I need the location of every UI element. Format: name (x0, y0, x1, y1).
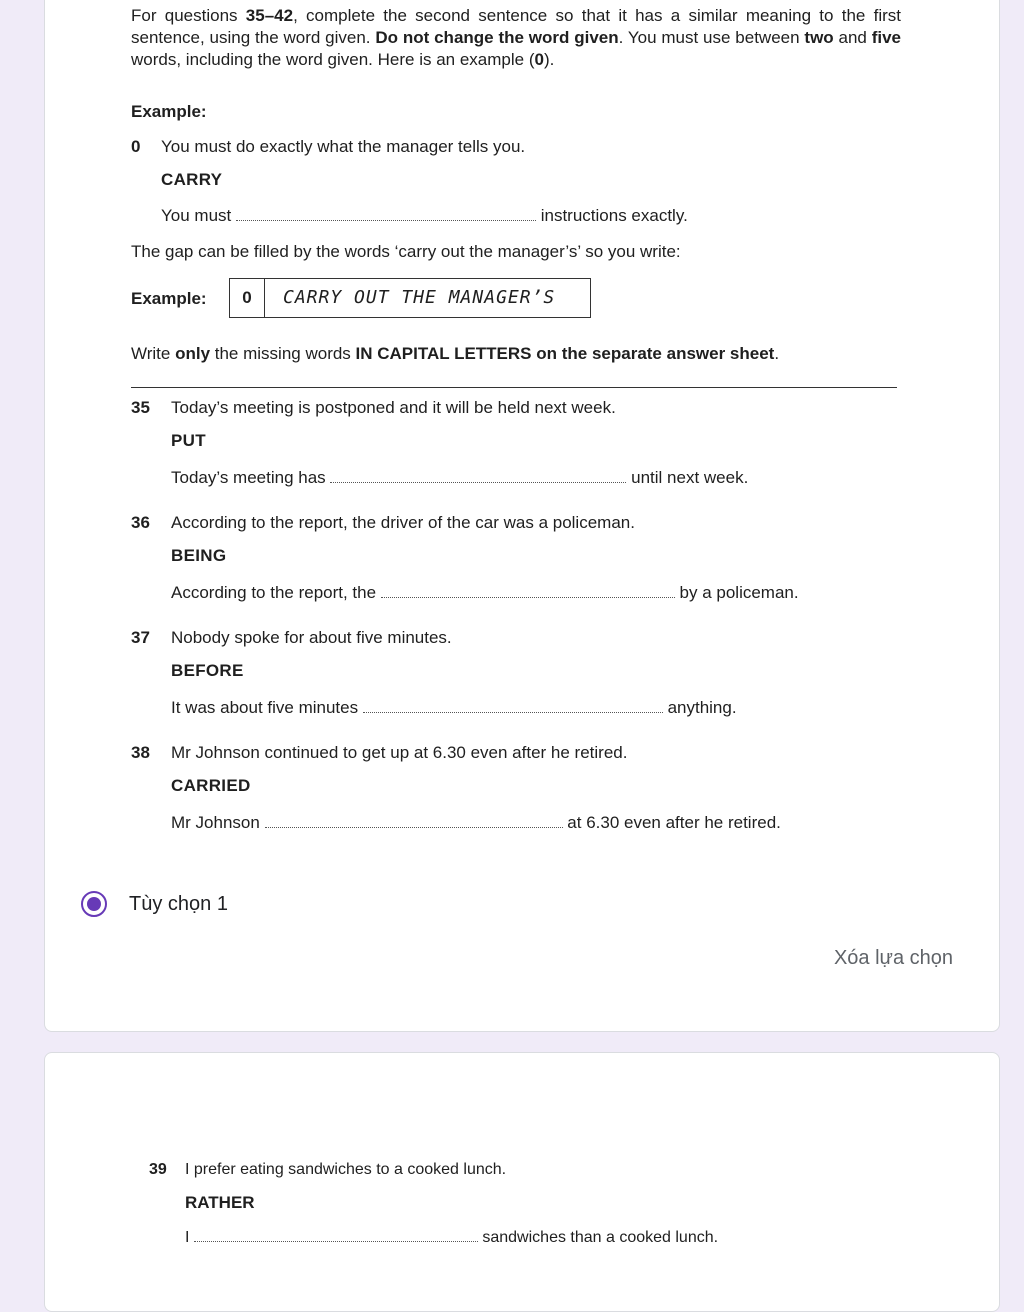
example-keyword: CARRY (161, 170, 223, 189)
example-box-label: Example: (131, 289, 207, 308)
option-row[interactable] (81, 891, 228, 917)
radio-button[interactable] (81, 891, 107, 917)
divider (131, 387, 897, 388)
example-box-number: 0 (230, 279, 265, 317)
question-gap-line (171, 582, 799, 604)
question-sentence: Today’s meeting is postponed and it will be held next week. (171, 398, 616, 417)
note-emphasis: IN CAPITAL LETTERS on the separate answer sheet (355, 344, 775, 363)
question-keyword: RATHER (185, 1193, 255, 1212)
example-sentence: You must do exactly what the manager tells you. (161, 137, 526, 156)
gap-after-text: sandwiches than a cooked lunch. (482, 1229, 719, 1246)
gap-after-text: instructions exactly. (540, 206, 688, 225)
note-text: the missing words (210, 344, 356, 363)
question-gap-line (171, 812, 781, 834)
question-keyword: CARRIED (171, 776, 251, 795)
note-text: Write (131, 344, 176, 363)
question-number: 38 (131, 743, 150, 762)
instructions-emphasis: 0 (534, 50, 544, 69)
instructions-text: and (833, 28, 872, 47)
question-card (44, 0, 1000, 1032)
gap-after-text: by a policeman. (679, 583, 799, 602)
gap-before-text: I (185, 1229, 190, 1246)
answer-gap (363, 698, 663, 713)
instructions-paragraph (131, 5, 901, 71)
gap-before-text: It was about five minutes (171, 698, 359, 717)
instructions-text: . You must use between (618, 28, 805, 47)
instructions-emphasis: two (804, 28, 834, 47)
answer-sheet-note (131, 343, 779, 365)
question-keyword: BEFORE (171, 661, 244, 680)
example-gap-line (161, 205, 688, 227)
answer-gap (381, 583, 675, 598)
question-gap-line (185, 1227, 718, 1247)
question-number: 37 (131, 628, 150, 647)
instructions-text: , complete the second sentence so that it has a similar meaning to the first sentence, using the word given. (131, 6, 901, 47)
gap-after-text: until next week. (631, 468, 749, 487)
instructions-text: words, including the word given. Here is an example ( (131, 50, 535, 69)
question-gap-line (171, 697, 737, 719)
answer-gap (194, 1227, 478, 1242)
answer-gap (330, 468, 626, 483)
gap-after-text: at 6.30 even after he retired. (567, 813, 781, 832)
radio-selected-dot (87, 897, 101, 911)
gap-before-text: Today’s meeting has (171, 468, 326, 487)
gap-before-text: According to the report, the (171, 583, 377, 602)
gap-before-text: You must (161, 206, 232, 225)
option-label[interactable]: Tùy chọn 1 (129, 892, 228, 915)
question-sentence: According to the report, the driver of the car was a policeman. (171, 513, 635, 532)
worksheet-image (131, 5, 902, 363)
instructions-text: ). (543, 50, 555, 69)
question-card (44, 1052, 1000, 1312)
answer-gap (236, 206, 536, 221)
example-heading: Example: (131, 102, 207, 121)
question-keyword: BEING (171, 546, 227, 565)
gap-after-text: anything. (667, 698, 737, 717)
instructions-emphasis: five (871, 28, 902, 47)
example-answer-box (229, 278, 591, 318)
note-text: . (774, 344, 780, 363)
question-keyword: PUT (171, 431, 206, 450)
question-gap-line (171, 467, 748, 489)
question-range: 35–42 (245, 6, 294, 25)
question-sentence: Nobody spoke for about five minutes. (171, 628, 452, 647)
question-number: 36 (131, 513, 150, 532)
question-number: 39 (149, 1161, 167, 1178)
instructions-emphasis: Do not change the word given (375, 28, 619, 47)
question-sentence: I prefer eating sandwiches to a cooked lunch. (185, 1161, 507, 1178)
note-emphasis: only (175, 344, 211, 363)
example-explanation: The gap can be filled by the words ‘carry out the manager’s’ so you write: (131, 242, 681, 261)
example-box-answer: CARRY OUT THE MANAGER’S (283, 287, 556, 308)
answer-gap (265, 813, 563, 828)
example-number: 0 (131, 137, 141, 156)
instructions-text: For questions (131, 6, 246, 25)
clear-selection-button[interactable]: Xóa lựa chọn (833, 947, 953, 969)
gap-before-text: Mr Johnson (171, 813, 260, 832)
question-number: 35 (131, 398, 150, 417)
question-sentence: Mr Johnson continued to get up at 6.30 even after he retired. (171, 743, 628, 762)
